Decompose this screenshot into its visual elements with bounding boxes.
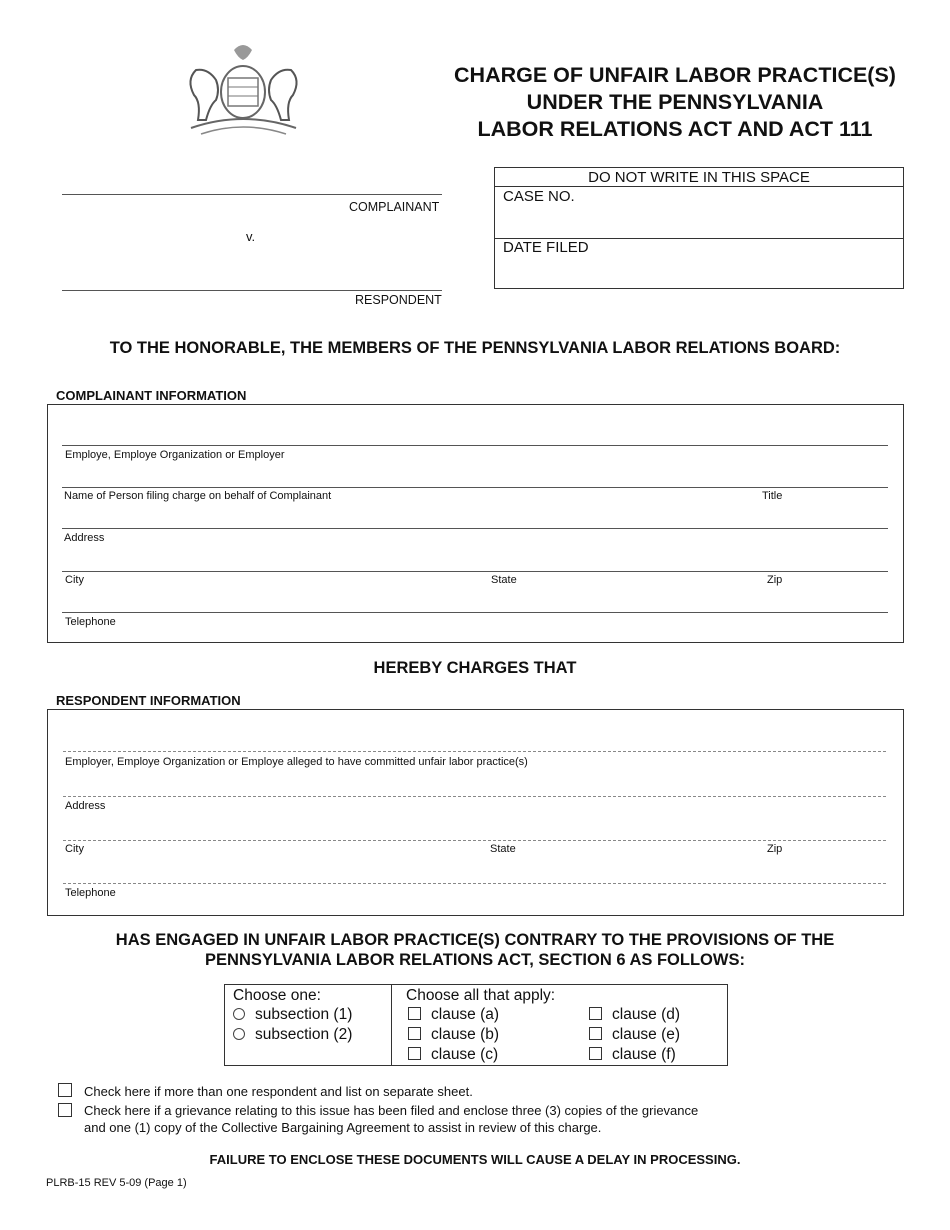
choices-divider (391, 985, 392, 1065)
subsection-2-option[interactable] (233, 1025, 352, 1045)
clause-d-label: clause (d) (612, 1006, 681, 1023)
clause-f-checkbox[interactable] (589, 1047, 602, 1060)
person-line[interactable] (62, 487, 888, 488)
engaged-heading-line-1: HAS ENGAGED IN UNFAIR LABOR PRACTICE(S) CONTRARY TO THE PROVISIONS OF THE (115, 931, 835, 949)
engaged-heading (0, 930, 950, 970)
resp-state-label: State (490, 843, 516, 855)
respondent-line[interactable] (62, 290, 442, 291)
address-label: Address (64, 532, 105, 544)
state-label: State (491, 574, 517, 586)
complainant-label: COMPLAINANT (349, 200, 440, 214)
complainant-info-box (47, 404, 904, 643)
clause-b-label: clause (b) (431, 1026, 500, 1043)
resp-telephone-line[interactable] (63, 883, 886, 884)
subsection-1-option[interactable] (233, 1005, 352, 1025)
employe-label: Employe, Employe Organization or Employer (65, 449, 285, 461)
form-id: PLRB-15 REV 5-09 (Page 1) (46, 1177, 187, 1189)
subsection-2-radio[interactable] (233, 1028, 245, 1040)
more-respondents-checkbox[interactable] (58, 1083, 72, 1097)
subsection-1-label: subsection (1) (255, 1006, 353, 1023)
clause-b-checkbox[interactable] (408, 1027, 421, 1040)
board-salutation: TO THE HONORABLE, THE MEMBERS OF THE PENNSYLVANIA LABOR RELATIONS BOARD: (109, 339, 841, 357)
case-no-label: CASE NO. (503, 188, 575, 205)
grievance-checkbox[interactable] (58, 1103, 72, 1117)
office-use-header: DO NOT WRITE IN THIS SPACE (495, 168, 903, 187)
clause-f-label: clause (f) (612, 1046, 676, 1063)
respondent-info-box (47, 709, 904, 916)
complainant-info-heading: COMPLAINANT INFORMATION (56, 388, 247, 403)
resp-address-line[interactable] (63, 796, 886, 797)
resp-zip-label: Zip (767, 843, 783, 855)
resp-city-label: City (65, 843, 84, 855)
city-label: City (65, 574, 84, 586)
respondent-label: RESPONDENT (355, 293, 442, 307)
clause-c-option[interactable] (408, 1045, 498, 1065)
telephone-label: Telephone (65, 616, 116, 628)
date-filed-label: DATE FILED (503, 239, 589, 256)
employe-line[interactable] (62, 445, 888, 446)
city-line[interactable] (62, 571, 888, 572)
pennsylvania-seal-image (176, 40, 311, 140)
clause-c-checkbox[interactable] (408, 1047, 421, 1060)
choose-all-label: Choose all that apply: (406, 987, 556, 1004)
engaged-heading-line-2: PENNSYLVANIA LABOR RELATIONS ACT, SECTION 6 AS FOLLOWS: (205, 951, 745, 969)
clause-a-option[interactable] (408, 1005, 499, 1025)
clause-b-option[interactable] (408, 1025, 499, 1045)
charges-heading: HEREBY CHARGES THAT (373, 659, 577, 677)
clause-e-checkbox[interactable] (589, 1027, 602, 1040)
resp-employer-label: Employer, Employe Organization or Employe alleged to have committed unfair labor practice(s) (65, 756, 528, 768)
clause-a-checkbox[interactable] (408, 1007, 421, 1020)
title-line-2: UNDER THE PENNSYLVANIA (526, 90, 824, 114)
clause-c-label: clause (c) (431, 1046, 499, 1063)
zip-label: Zip (767, 574, 783, 586)
clause-e-option[interactable] (589, 1025, 680, 1045)
title-line-3: LABOR RELATIONS ACT AND ACT 111 (477, 117, 873, 141)
clause-d-checkbox[interactable] (589, 1007, 602, 1020)
clause-f-option[interactable] (589, 1045, 676, 1065)
resp-employer-line[interactable] (63, 751, 886, 752)
section-choices-box (224, 984, 728, 1066)
more-respondents-note: Check here if more than one respondent and list on separate sheet. (84, 1084, 473, 1099)
case-no-field[interactable] (495, 188, 903, 239)
respondent-info-heading: RESPONDENT INFORMATION (56, 693, 241, 708)
telephone-line[interactable] (62, 612, 888, 613)
resp-city-line[interactable] (63, 840, 886, 841)
resp-telephone-label: Telephone (65, 887, 116, 899)
clause-d-option[interactable] (589, 1005, 680, 1025)
subsection-1-radio[interactable] (233, 1008, 245, 1020)
complainant-line[interactable] (62, 194, 442, 195)
address-line[interactable] (62, 528, 888, 529)
date-filed-field[interactable] (495, 239, 903, 256)
grievance-note-line-2: and one (1) copy of the Collective Bargaining Agreement to assist in review of this charge. (84, 1120, 602, 1135)
processing-warning: FAILURE TO ENCLOSE THESE DOCUMENTS WILL CAUSE A DELAY IN PROCESSING. (209, 1152, 741, 1167)
subsection-2-label: subsection (2) (255, 1026, 353, 1043)
title-line-1: CHARGE OF UNFAIR LABOR PRACTICE(S) (454, 63, 896, 87)
clause-e-label: clause (e) (612, 1026, 681, 1043)
office-use-box (494, 167, 904, 289)
versus-label: v. (246, 229, 256, 244)
grievance-note-line-1: Check here if a grievance relating to this issue has been filed and enclose three (3) copies of the grievance (84, 1103, 699, 1118)
title-label: Title (762, 490, 783, 502)
clause-a-label: clause (a) (431, 1006, 500, 1023)
resp-address-label: Address (65, 800, 106, 812)
person-label: Name of Person filing charge on behalf of Complainant (64, 490, 332, 502)
choose-one-label: Choose one: (233, 987, 321, 1004)
form-title (420, 62, 930, 143)
